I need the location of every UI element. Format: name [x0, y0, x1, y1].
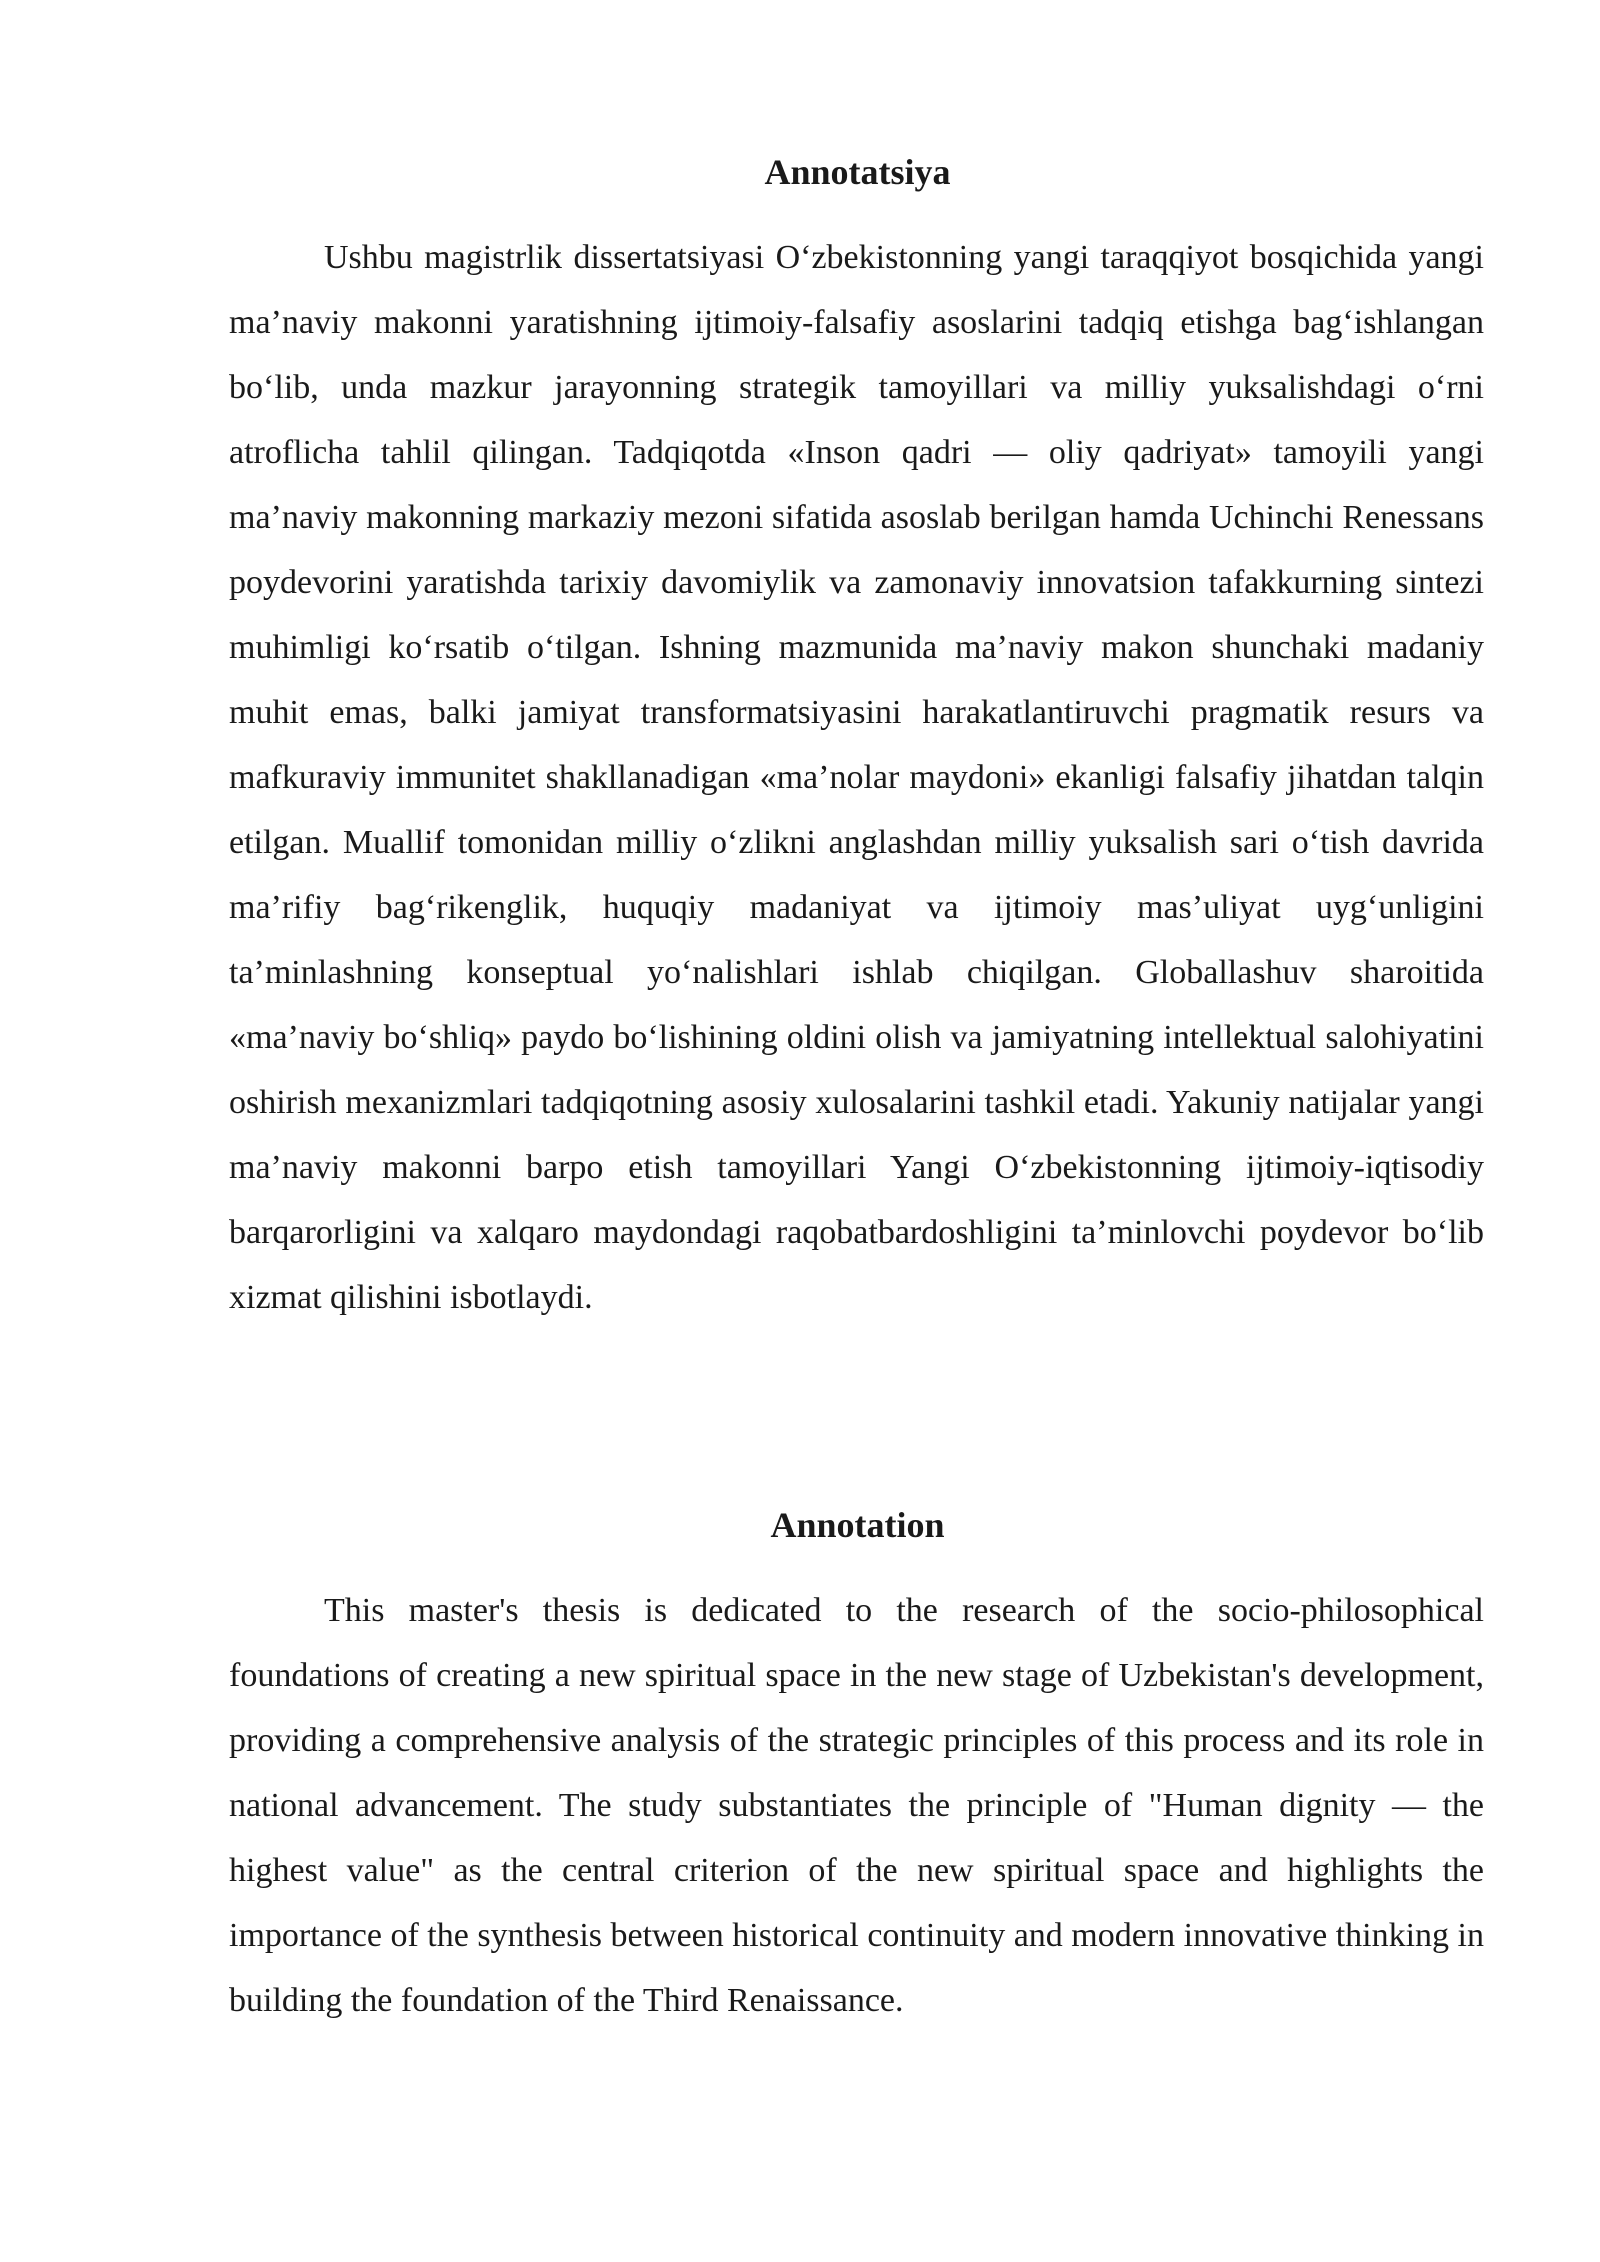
annotation-en-paragraph: This master's thesis is dedicated to the research of the socio-philosophical foundations of creating a new spiritual space in the new stage of Uzbekistan's development, providing a comprehensive analysis of the strategic principles of this process and its role in national advancement. The study substantiates the principle of "Human dignity — the highest value" as the central criterion of the new spiritual space and highlights the importance of the synthesis between historical continuity and modern innovative thinking in building the foundation of the Third Renaissance. [229, 1592, 1484, 2019]
annotation-uz-paragraph: Ushbu magistrlik dissertatsiyasi O‘zbekistonning yangi taraqqiyot bosqichida yangi ma’naviy makonni yaratishning ijtimoiy-falsafiy asoslarini tadqiq etishga bag‘ishlangan bo‘lib, unda mazkur jarayonning strategik tamoyillari va milliy yuksalishdagi o‘rni atroflicha tahlil qilingan. Tadqiqotda «Inson qadri — oliy qadriyat» tamoyili yangi ma’naviy makonning markaziy mezoni sifatida asoslab berilgan hamda Uchinchi Renessans poydevorini yaratishda tarixiy davomiylik va zamonaviy innovatsion tafakkurning sintezi muhimligi ko‘rsatib o‘tilgan. Ishning mazmunida ma’naviy makon shunchaki madaniy muhit emas, balki jamiyat transformatsiyasini harakatlantiruvchi pragmatik resurs va mafkuraviy immunitet shakllanadigan «ma’nolar maydoni» ekanligi falsafiy jihatdan talqin etilgan. Muallif tomonidan milliy o‘zlikni anglashdan milliy yuksalish sari o‘tish davrida ma’rifiy bag‘rikenglik, huquqiy madaniyat va ijtimoiy mas’uliyat uyg‘unligini ta’minlashning konseptual yo‘nalishlari ishlab chiqilgan. Globallashuv sharoitida «ma’naviy bo‘shliq» paydo bo‘lishining oldini olish va jamiyatning intellektual salohiyatini oshirish mexanizmlari tadqiqotning asosiy xulosalarini tashkil etadi. Yakuniy natijalar yangi ma’naviy makonni barpo etish tamoyillari Yangi O‘zbekistonning ijtimoiy-iqtisodiy barqarorligini va xalqaro maydondagi raqobatbardoshligini ta’minlovchi poydevor bo‘lib xizmat qilishini isbotlaydi. [229, 239, 1484, 1316]
annotation-en-title: Annotation [770, 1505, 945, 1545]
annotation-uz-title: Annotatsiya [764, 152, 951, 192]
